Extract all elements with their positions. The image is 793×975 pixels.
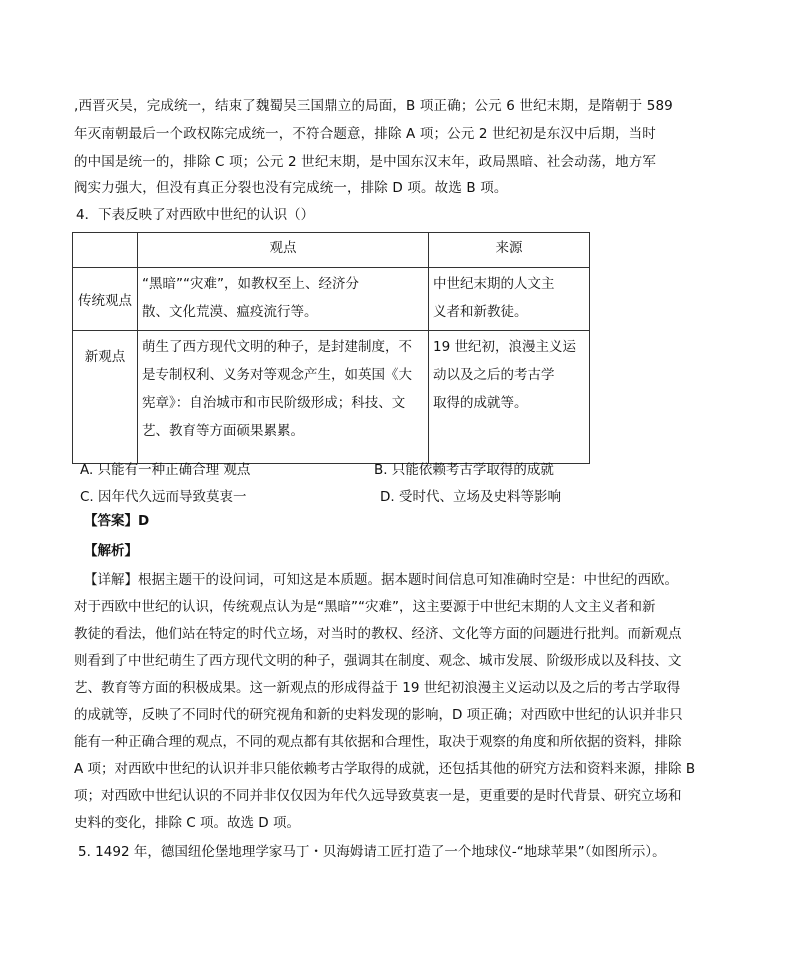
analysis-line-1: 【详解】根据主题干的设问词，可知这是本质题。据本题时间信息可知准确时空是：中世纪的西欧。	[84, 572, 678, 588]
cell-new-view	[138, 331, 429, 464]
intro-line-3: 的中国是统一的，排除 C 项；公元 2 世纪末期，是中国东汉末年，政局黑暗、社会动荡，地方军	[74, 154, 657, 170]
intro-line-1: ,西晋灭吴，完成统一，结束了魏蜀吴三国鼎立的局面，B 项正确；公元 6 世纪末期，是隋朝于 589	[74, 98, 673, 114]
traditional-source-line-2: 义者和新教徒。	[433, 304, 528, 320]
row-label-traditional: 传统观点	[73, 268, 138, 331]
table-header-view: 观点	[138, 233, 429, 268]
option-a: A. 只能有一种正确合理 观点	[80, 462, 251, 478]
new-view-line-3: 宪章》：自治城市和市民阶级形成；科技、文	[142, 395, 406, 411]
table-header-source: 来源	[429, 233, 590, 268]
cell-traditional-view	[138, 268, 429, 331]
cell-new-source	[429, 331, 590, 464]
analysis-line-5: 艺、教育等方面的积极成果。这一新观点的形成得益于 19 世纪初浪漫主义运动以及之后的考古学取得	[74, 680, 681, 696]
analysis-line-8: A 项；对西欧中世纪的认识并非只能依赖考古学取得的成就，还包括其他的研究方法和资料来源，排除 B	[74, 761, 696, 777]
intro-line-4: 阀实力强大，但没有真正分裂也没有完成统一，排除 D 项。故选 B 项。	[74, 180, 508, 196]
table-row-traditional	[73, 268, 590, 331]
traditional-view-line-1: “黑暗”“灾难”，如教权至上、经济分	[142, 276, 359, 292]
option-d: D. 受时代、立场及史料等影响	[380, 489, 561, 505]
new-view-line-1: 萌生了西方现代文明的种子，是封建制度，不	[142, 339, 412, 355]
analysis-line-4: 则看到了中世纪萌生了西方现代文明的种子，强调其在制度、观念、城市发展、阶级形成以及科技、文	[74, 653, 682, 669]
option-c: C. 因年代久远而导致莫衷一	[80, 489, 247, 505]
question-5-stem: 5. 1492 年，德国纽伦堡地理学家马丁・贝海姆请工匠打造了一个地球仪-“地球苹果”（如图所示）。	[78, 844, 666, 860]
new-view-line-4: 艺、教育等方面硕果累累。	[142, 423, 304, 439]
analysis-line-3: 教徒的看法，他们站在特定的时代立场，对当时的教权、经济、文化等方面的问题进行批判。而新观点	[74, 626, 682, 642]
analysis-line-9: 项；对西欧中世纪认识的不同并非仅仅因为年代久远导致莫衷一是，更重要的是时代背景、研究立场和	[74, 788, 682, 804]
analysis-line-7: 能有一种正确合理的观点，不同的观点都有其依据和合理性，取决于观察的角度和所依据的资料，排除	[74, 734, 682, 750]
option-b: B. 只能依赖考古学取得的成就	[374, 462, 554, 478]
cell-traditional-source	[429, 268, 590, 331]
table-header-empty	[73, 233, 138, 268]
row-label-new: 新观点	[73, 331, 138, 464]
traditional-view-line-2: 散、文化荒漠、瘟疫流行等。	[142, 304, 318, 320]
analysis-title: 【解析】	[84, 543, 138, 559]
answer-label: 【答案】D	[84, 513, 150, 529]
analysis-line-10: 史料的变化，排除 C 项。故选 D 项。	[74, 815, 300, 831]
table-row-new	[73, 331, 590, 464]
new-source-line-2: 动以及之后的考古学	[433, 367, 555, 383]
new-view-line-2: 是专制权利、义务对等观念产生，如英国《大	[142, 367, 412, 383]
viewpoints-table	[72, 232, 590, 464]
question-4-stem: 4．下表反映了对西欧中世纪的认识（）	[76, 207, 315, 223]
analysis-line-6: 的成就等，反映了不同时代的研究视角和新的史料发现的影响，D 项正确；对西欧中世纪的认识并非只	[74, 707, 683, 723]
new-source-line-1: 19 世纪初，浪漫主义运	[433, 339, 576, 355]
traditional-source-line-1: 中世纪末期的人文主	[433, 276, 555, 292]
table-header-row	[73, 233, 590, 268]
new-source-line-3: 取得的成就等。	[433, 395, 528, 411]
analysis-line-2: 对于西欧中世纪的认识，传统观点认为是“黑暗”“灾难”，这主要源于中世纪末期的人文主义者和新	[74, 599, 656, 615]
intro-line-2: 年灭南朝最后一个政权陈完成统一，不符合题意，排除 A 项；公元 2 世纪初是东汉中后期，当时	[74, 126, 656, 142]
